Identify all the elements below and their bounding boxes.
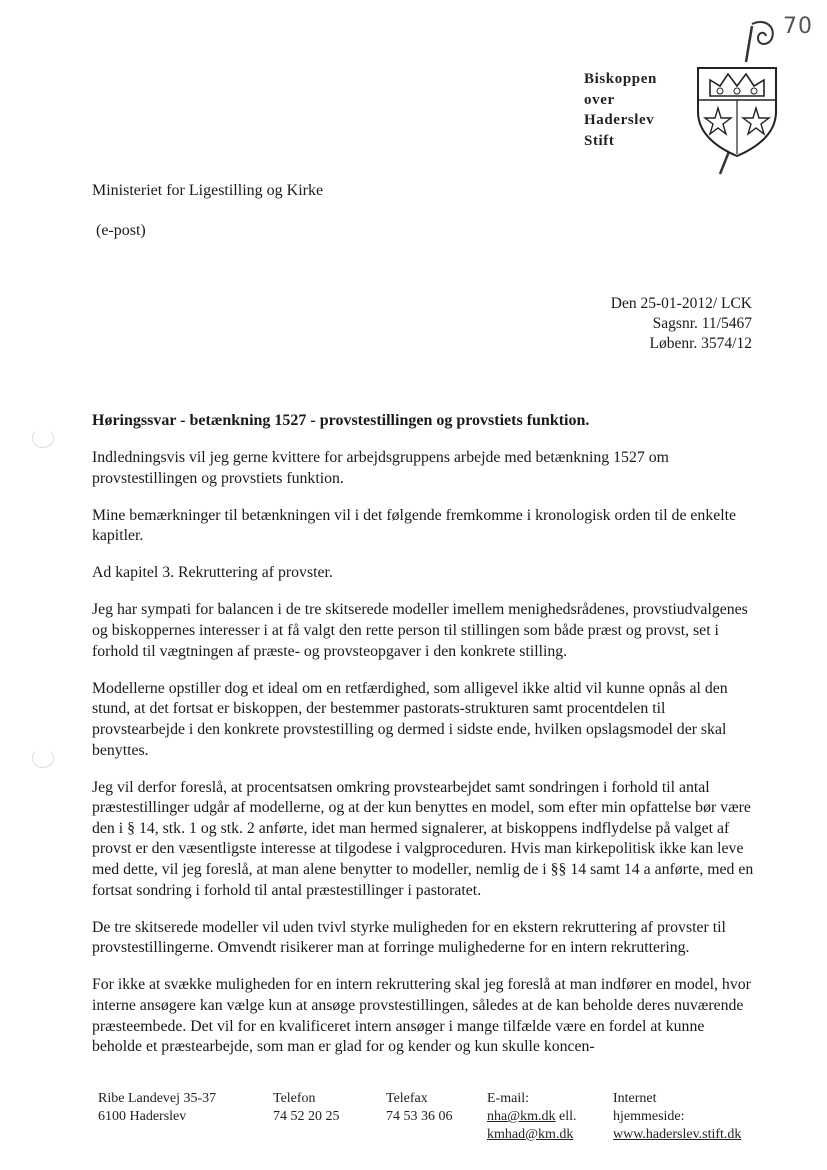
paragraph: Jeg vil derfor foreslå, at procentsatsen omkring provstearbejdet samt sondringen i forhold til antal præstestillinger udgår af modellerne, og at der kun benyttes en model, som efter min opfattelse bør være den i § 14, stk. 1 og stk. 2 anførte, idet man hermed signalerer, at biskoppens indflydelse på valget af provst er den væsentligste interesse at tilgodese i valgproceduren. Hvis man kirkepolitisk ikke kan leve med dette, vil jeg foreslå, at man alene benytter to modeller, nemlig de i §§ 14 samt 14 a anførte, med en fortsat sondring i forhold til antal præstestillinger i pastoratet. [92, 778, 754, 899]
paragraph: Jeg har sympati for balancen i de tre skitserede modeller imellem menighedsrådenes, provstiudvalgenes og biskoppernes interesser i at få valgt den rette person til stillingen som både præst og provst, set i forhold til vægtningen af præste- og provsteopgaver i den konkrete stilling. [92, 601, 748, 660]
section-heading: Ad kapitel 3. Rekruttering af provster. [92, 564, 333, 582]
phone-number: 74 52 20 25 [273, 1109, 340, 1124]
diocese-crest-icon [690, 16, 782, 176]
footer-email [487, 1090, 577, 1144]
website-link[interactable]: www.haderslev.stift.dk [613, 1127, 742, 1142]
web-label-line-2: hjemmeside: [613, 1109, 685, 1124]
email-label: E-mail: [487, 1091, 529, 1106]
web-label-line-1: Internet [613, 1091, 657, 1106]
letter-title: Høringssvar - betænkning 1527 - provstestillingen og provstiets funktion. [92, 412, 590, 429]
email-secondary-link[interactable]: kmhad@km.dk [487, 1127, 574, 1142]
case-number: Sagsnr. 11/5467 [652, 315, 752, 332]
reference-block [611, 294, 752, 354]
punch-hole-mark [32, 428, 54, 448]
paragraph: Indledningsvis vil jeg gerne kvittere for arbejdsgruppens arbejde med betænkning 1527 om provstestillingen og provstiets funktion. [92, 449, 669, 487]
serial-number: Løbenr. 3574/12 [649, 335, 752, 352]
paragraph: De tre skitserede modeller vil uden tvivl styrke muligheden for en ekstern rekruttering af provster til provstestillingerne. Omvendt risikerer man at forringe mulighederne for en intern rekruttering. [92, 918, 726, 957]
footer-fax [386, 1090, 453, 1126]
sender-block [584, 69, 657, 151]
fax-label: Telefax [386, 1091, 428, 1106]
footer-phone [273, 1090, 340, 1126]
address-line-2: 6100 Haderslev [98, 1109, 187, 1124]
footer-address [98, 1090, 216, 1126]
paragraph: Mine bemærkninger til betænkningen vil i det følgende fremkomme i kronologisk orden til de enkelte kapitler. [92, 506, 737, 545]
letter-body [92, 448, 754, 1074]
paragraph: Modellerne opstiller dog et ideal om en retfærdighed, som alligevel ikke altid vil kunne opnås al den stund, at det fortsat er biskoppen, der bestemmer pastorats-strukturen samt procentdelen til provstearbejde i den konkrete provstestilling og dermed i sidste ende, hvilken opslagsmodel der skal benyttes. [92, 679, 728, 759]
footer-website [613, 1090, 741, 1144]
phone-label: Telefon [273, 1091, 316, 1106]
email-primary-link[interactable]: nha@km.dk [487, 1109, 556, 1124]
sender-line-1: Biskoppen [584, 71, 657, 87]
delivery-method: (e-post) [96, 222, 146, 239]
recipient-name: Ministeriet for Ligestilling og Kirke [92, 182, 324, 199]
punch-hole-mark [32, 748, 54, 768]
date-line: Den 25-01-2012/ LCK [610, 295, 752, 312]
address-line-1: Ribe Landevej 35-37 [98, 1091, 217, 1106]
sender-line-3: Haderslev [584, 112, 655, 128]
email-separator: ell. [555, 1109, 577, 1124]
fax-number: 74 53 36 06 [386, 1109, 453, 1124]
sender-line-2: over [584, 91, 615, 108]
sender-line-4: Stift [584, 132, 615, 149]
paragraph: For ikke at svække muligheden for en intern rekruttering skal jeg foreslå at man indfører en model, hvor interne ansøgere kan vælge kun at ansøge provstestillingen, således at de kan beholde deres nuværende præsteembede. Det vil for en kvalificeret intern ansøger i mange tilfælde være en fordel at kunne beholde et præstearbejde, som man er glad for og kender og kun skulle koncen- [92, 976, 751, 1056]
handwritten-page-number: 70 [783, 14, 813, 39]
